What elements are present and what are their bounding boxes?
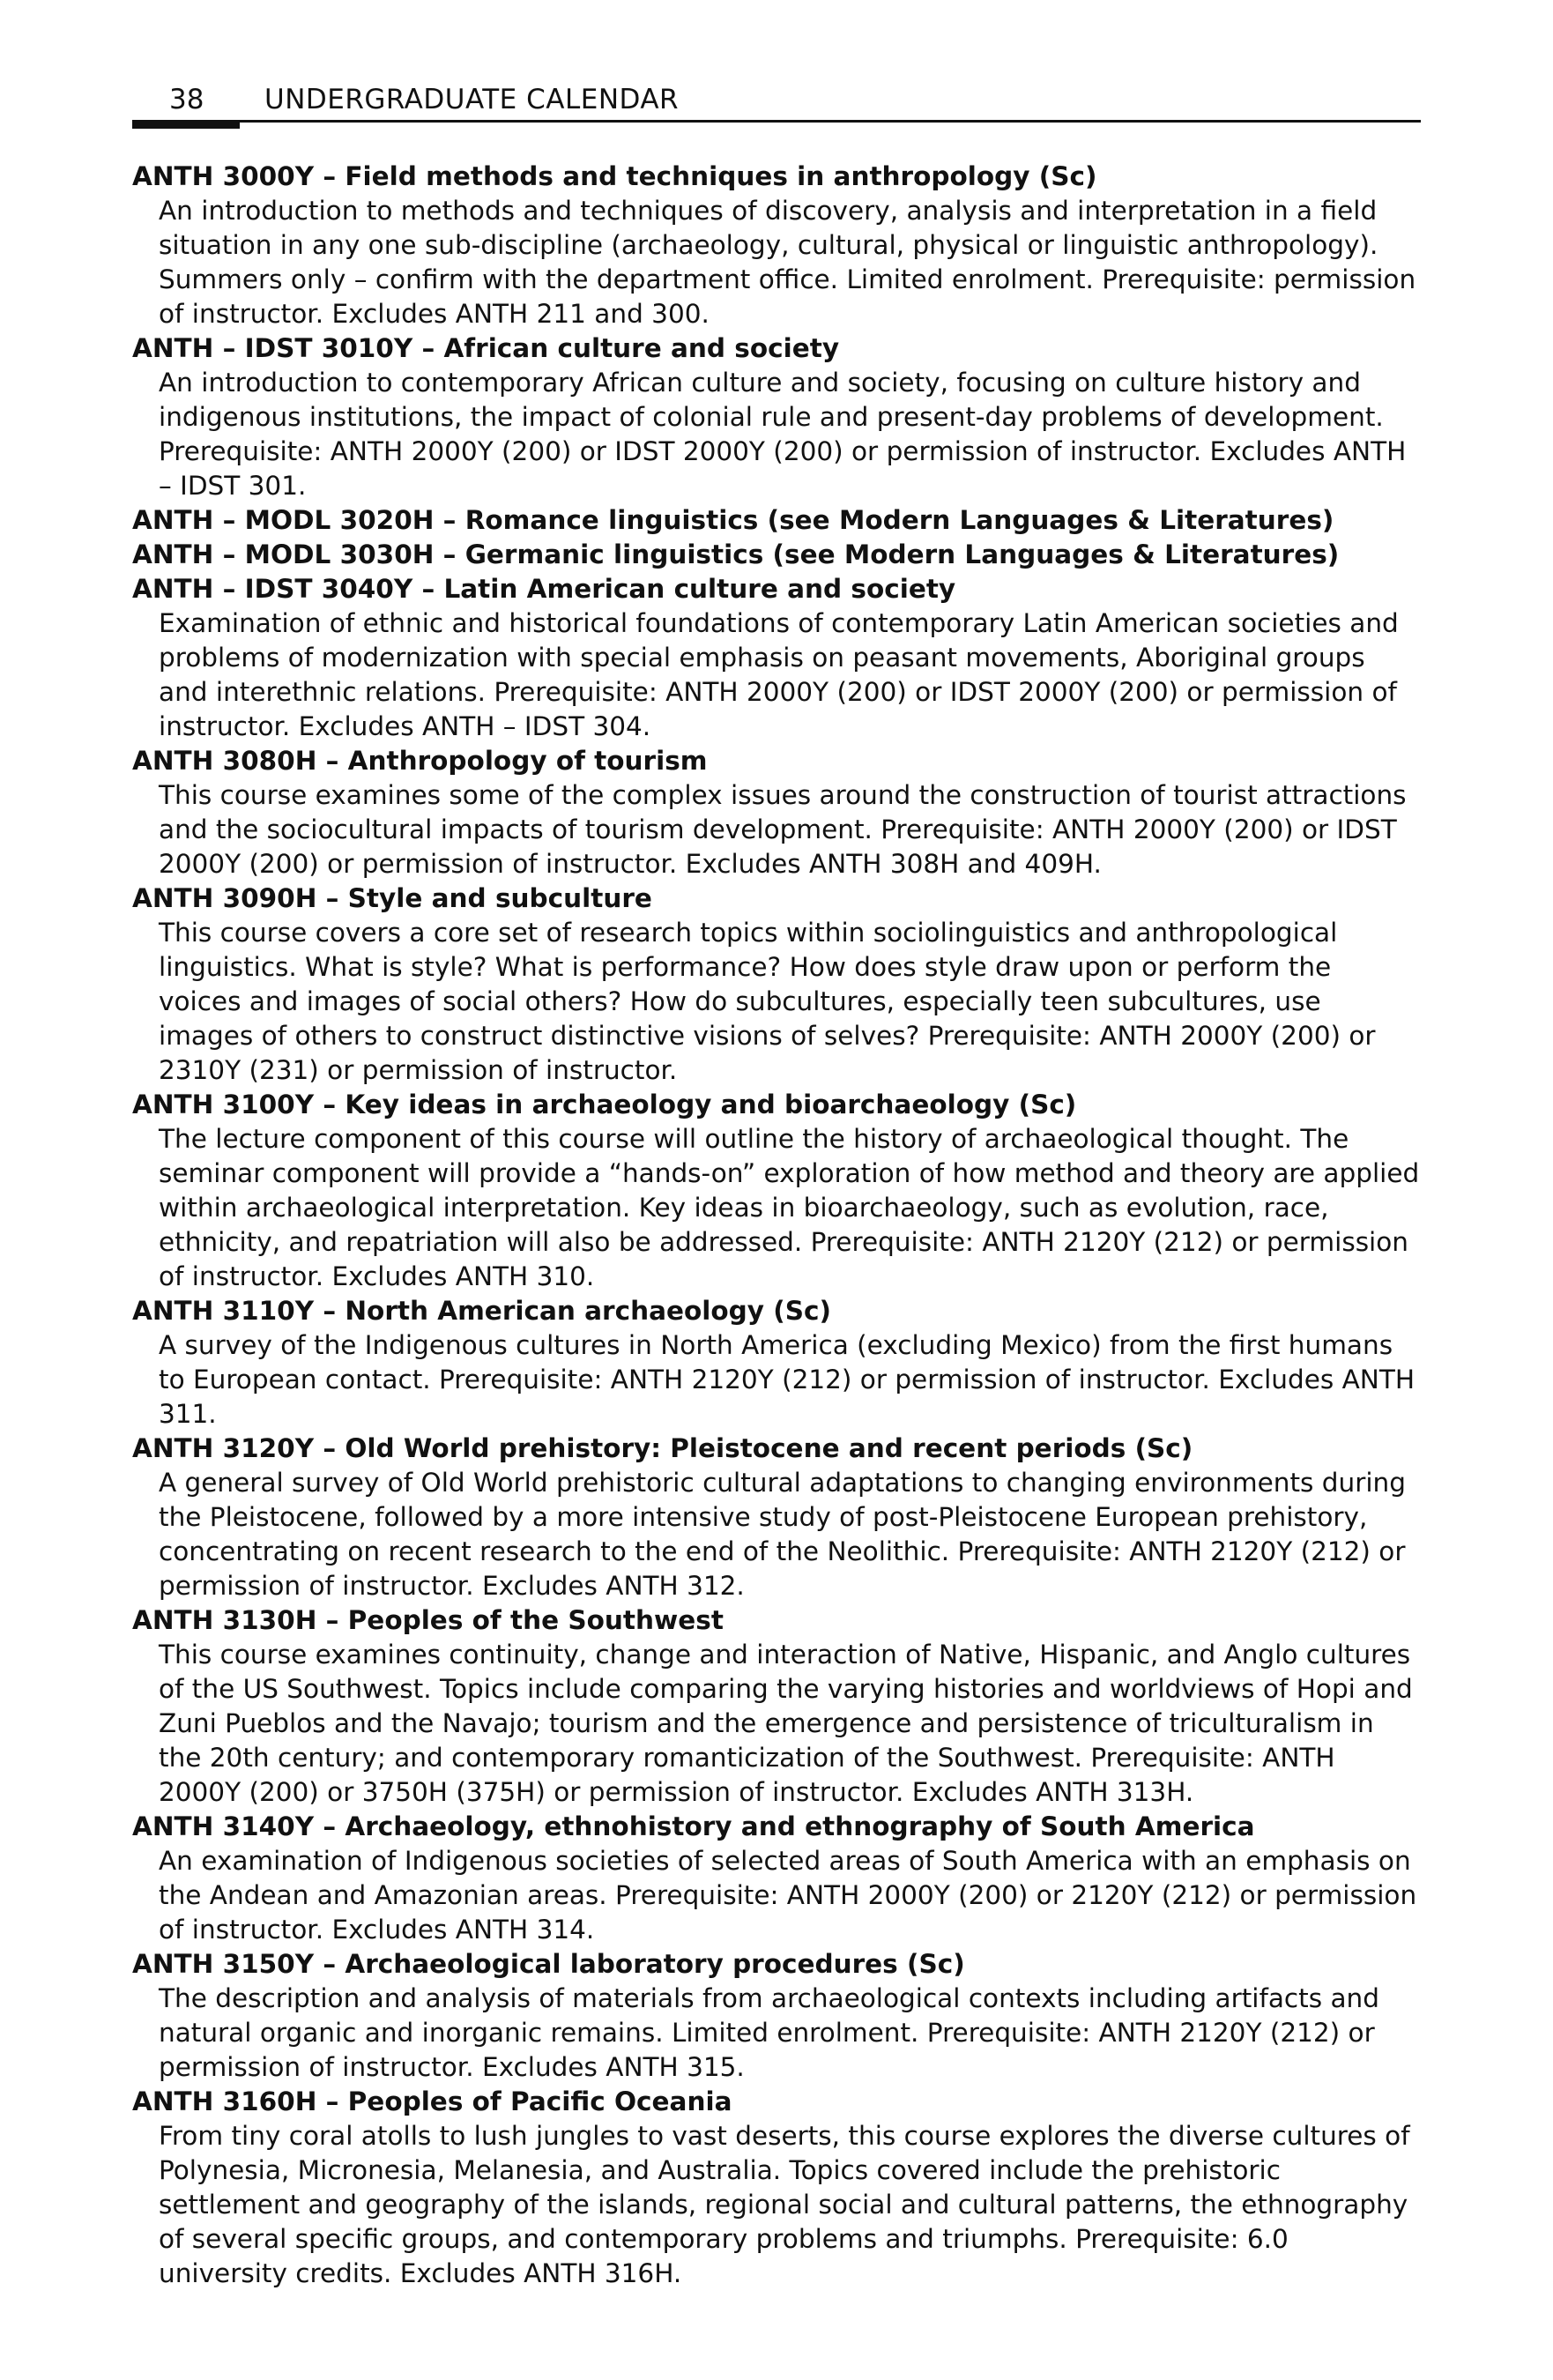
- course-title: ANTH – IDST 3010Y – African culture and society: [132, 333, 840, 363]
- course-title: ANTH 3120Y – Old World prehistory: Pleistocene and recent periods (Sc): [132, 1433, 1193, 1463]
- course-listing: [132, 160, 1421, 2291]
- course-title: ANTH 3150Y – Archaeological laboratory procedures (Sc): [132, 1949, 965, 1979]
- page-header: [132, 81, 1421, 125]
- course-title: ANTH 3160H – Peoples of Pacific Oceania: [132, 2086, 732, 2116]
- course-entry: [132, 1810, 1421, 1947]
- course-entry: [132, 1294, 1421, 1432]
- course-title: ANTH 3140Y – Archaeology, ethnohistory and ethnography of South America: [132, 1811, 1255, 1841]
- course-title: ANTH 3110Y – North American archaeology (Sc): [132, 1296, 831, 1326]
- course-title: ANTH 3090H – Style and subculture: [132, 883, 652, 913]
- course-entry: [132, 538, 1421, 572]
- course-entry: [132, 160, 1421, 331]
- course-entry: [132, 744, 1421, 881]
- course-description: The description and analysis of materials from archaeological contexts including artifacts and natural organic and inorganic remains. Limited enrolment. Prerequisite: ANTH 2120Y (212) or permission of instructor. Excludes ANTH 315.: [159, 1983, 1379, 2082]
- course-entry: [132, 1947, 1421, 2085]
- course-title: ANTH 3130H – Peoples of the Southwest: [132, 1605, 724, 1635]
- page-number: 38: [169, 84, 204, 115]
- course-description: This course covers a core set of research topics within sociolinguistics and anthropological linguistics. What is style? What is performance? How does style draw upon or perform the voices and images of social others? How do subcultures, especially teen subcultures, use images of others to construct distinctive visions of selves? Prerequisite: ANTH 2000Y (200) or 2310Y (231) or permission of instructor.: [159, 918, 1376, 1085]
- course-description: This course examines some of the complex issues around the construction of tourist attractions and the sociocultural impacts of tourism development. Prerequisite: ANTH 2000Y (200) or IDST 2000Y (200) or permission of instructor. Excludes ANTH 308H and 409H.: [159, 780, 1407, 879]
- course-description: The lecture component of this course will outline the history of archaeological thought. The seminar component will provide a “hands-on” exploration of how method and theory are applied within archaeological interpretation. Key ideas in bioarchaeology, such as evolution, race, ethnicity, and repatriation will also be addressed. Prerequisite: ANTH 2120Y (212) or permission of instructor. Excludes ANTH 310.: [159, 1124, 1420, 1291]
- course-title: ANTH – MODL 3020H – Romance linguistics (see Modern Languages & Literatures): [132, 505, 1334, 535]
- course-entry: [132, 1088, 1421, 1294]
- course-description: An examination of Indigenous societies of selected areas of South America with an emphasis on the Andean and Amazonian areas. Prerequisite: ANTH 2000Y (200) or 2120Y (212) or permission of instructor. Excludes ANTH 314.: [159, 1846, 1417, 1945]
- course-title: ANTH 3080H – Anthropology of tourism: [132, 746, 708, 776]
- course-title: ANTH 3100Y – Key ideas in archaeology and bioarchaeology (Sc): [132, 1090, 1077, 1119]
- course-entry: [132, 572, 1421, 744]
- course-entry: [132, 331, 1421, 503]
- course-entry: [132, 2085, 1421, 2291]
- course-description: A general survey of Old World prehistoric cultural adaptations to changing environments during the Pleistocene, followed by a more intensive study of post-Pleistocene European prehistory, concentrating on recent research to the end of the Neolithic. Prerequisite: ANTH 2120Y (212) or permission of instructor. Excludes ANTH 312.: [159, 1468, 1406, 1601]
- course-entry: [132, 1603, 1421, 1810]
- course-description: An introduction to methods and techniques of discovery, analysis and interpretation in a field situation in any one sub-discipline (archaeology, cultural, physical or linguistic anthropology). Summers only – confirm with the department office. Limited enrolment. Prerequisite: permission of instructor. Excludes ANTH 211 and 300.: [159, 196, 1416, 329]
- course-description: An introduction to contemporary African culture and society, focusing on culture history and indigenous institutions, the impact of colonial rule and present-day problems of development. Prerequisite: ANTH 2000Y (200) or IDST 2000Y (200) or permission of instructor. Excludes ANTH – IDST 301.: [159, 368, 1407, 501]
- course-description: From tiny coral atolls to lush jungles to vast deserts, this course explores the diverse cultures of Polynesia, Micronesia, Melanesia, and Australia. Topics covered include the prehistoric settlement and geography of the islands, regional social and cultural patterns, the ethnography of several specific groups, and contemporary problems and triumphs. Prerequisite: 6.0 university credits. Excludes ANTH 316H.: [159, 2121, 1410, 2288]
- header-rule: [132, 120, 1421, 123]
- course-title: ANTH – MODL 3030H – Germanic linguistics (see Modern Languages & Literatures): [132, 539, 1340, 569]
- course-title: ANTH – IDST 3040Y – Latin American culture and society: [132, 574, 956, 604]
- running-title: UNDERGRADUATE CALENDAR: [264, 84, 680, 115]
- course-description: This course examines continuity, change and interaction of Native, Hispanic, and Anglo cultures of the US Southwest. Topics include comparing the varying histories and worldviews of Hopi and Zuni Pueblos and the Navajo; tourism and the emergence and persistence of triculturalism in the 20th century; and contemporary romanticization of the Southwest. Prerequisite: ANTH 2000Y (200) or 3750H (375H) or permission of instructor. Excludes ANTH 313H.: [159, 1640, 1413, 1807]
- course-entry: [132, 503, 1421, 538]
- header-rule-tab: [132, 120, 240, 129]
- course-description: Examination of ethnic and historical foundations of contemporary Latin American societies and problems of modernization with special emphasis on peasant movements, Aboriginal groups and interethnic relations. Prerequisite: ANTH 2000Y (200) or IDST 2000Y (200) or permission of instructor. Excludes ANTH – IDST 304.: [159, 608, 1399, 741]
- course-description: A survey of the Indigenous cultures in North America (excluding Mexico) from the first humans to European contact. Prerequisite: ANTH 2120Y (212) or permission of instructor. Excludes ANTH 311.: [159, 1330, 1416, 1429]
- course-entry: [132, 881, 1421, 1088]
- course-entry: [132, 1432, 1421, 1603]
- course-title: ANTH 3000Y – Field methods and techniques in anthropology (Sc): [132, 161, 1097, 191]
